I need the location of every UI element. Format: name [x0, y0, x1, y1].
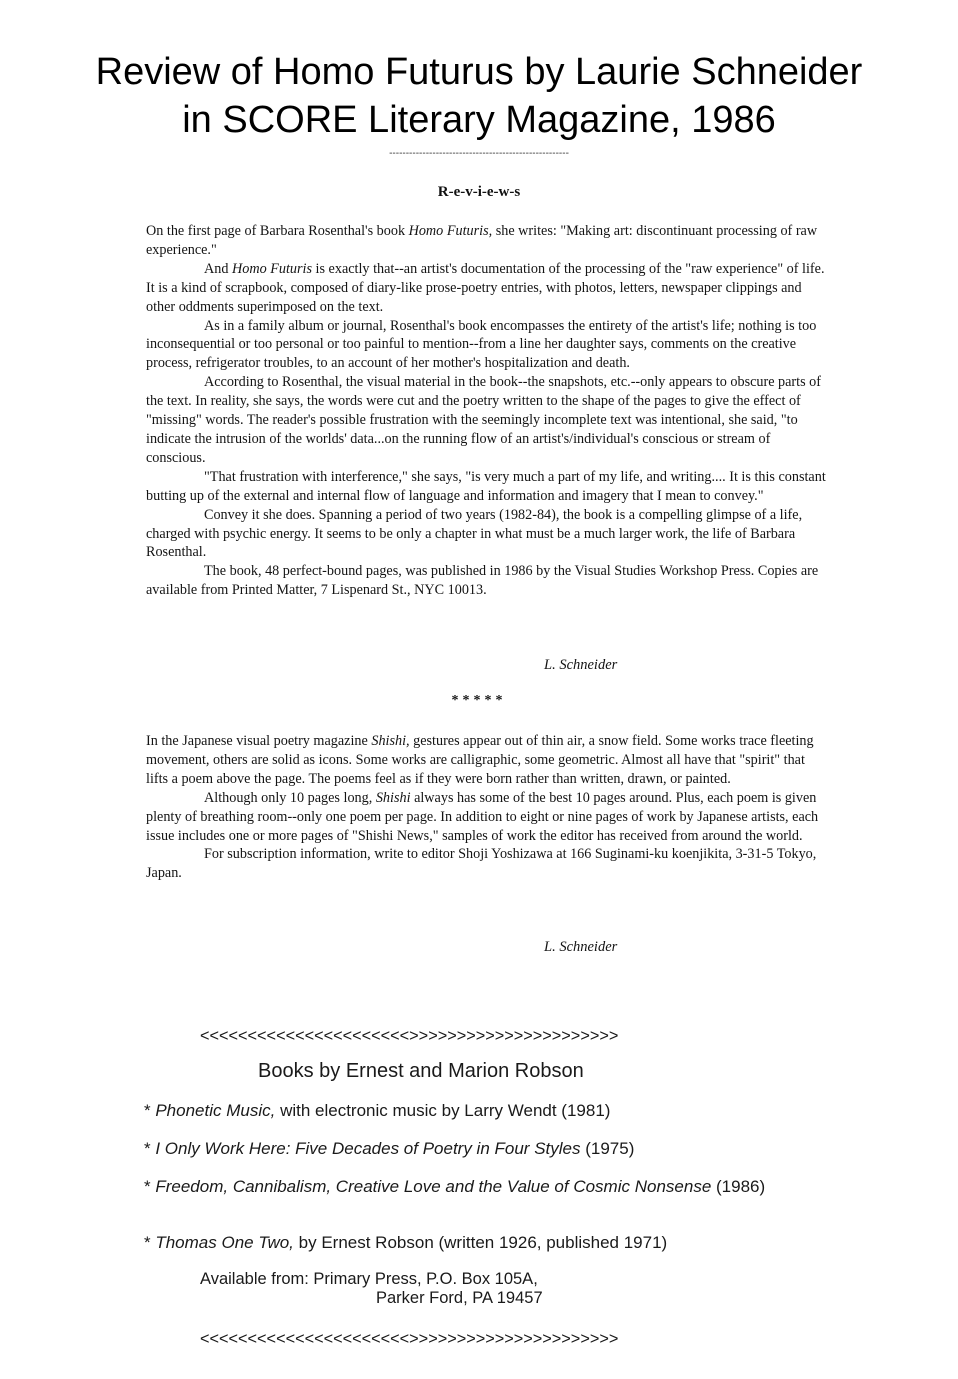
- title-line-1: Review of Homo Futurus by Laurie Schneider: [95, 51, 863, 93]
- book-item: * I Only Work Here: Five Decades of Poetry in Four Styles (1975): [144, 1139, 635, 1158]
- book-item: * Thomas One Two, by Ernest Robson (written 1926, published 1971): [144, 1233, 668, 1252]
- review2-signature: L. Schneider: [544, 939, 618, 955]
- reviews-heading: R-e-v-i-e-w-s: [437, 184, 521, 200]
- book-title: Homo Futuris: [231, 260, 312, 277]
- book-title: Homo Futuris,: [408, 223, 493, 239]
- section-stars-divider: *****: [451, 693, 507, 708]
- review-homo-futuris: [146, 222, 828, 600]
- review1-paragraph-3: As in a family album or journal, Rosenthal's book encompasses the entirety of the artist's life; nothing is too inconsequential or too personal or too painful to mention--from a line her daughter says, comments on the creative process, refrigerator troubles, to an account of her mother's hospitalization and death.: [146, 317, 817, 372]
- book-item-title: Phonetic Music,: [155, 1101, 276, 1120]
- review-shishi: [146, 732, 828, 883]
- book-item-title: Thomas One Two,: [155, 1233, 294, 1252]
- availability-line-2: Parker Ford, PA 19457: [376, 1289, 543, 1307]
- book-item-title: I Only Work Here: Five Decades of Poetry in Four Styles: [155, 1139, 581, 1158]
- availability-line-1: Available from: Primary Press, P.O. Box 105A,: [200, 1270, 538, 1288]
- review1-paragraph-5: "That frustration with interference," she says, "is very much a part of my life, and writing.... It is this constant butting up of the external and internal flow of language and information and imagery that I mean to convey.": [146, 468, 826, 504]
- review2-paragraph-1: In the Japanese visual poetry magazine Shishi, gestures appear out of thin air, a snow field. Some works trace fleeting movement, others are solid as icons. Some works are calligraphic, some geometric. Almost all have that "spirit" that lifts a poem above the page. The poems feel as if they were born rather than written, drawn, or painted.: [146, 733, 814, 787]
- review1-paragraph-6: Convey it she does. Spanning a period of two years (1982-84), the book is a compelling glimpse of a life, charged with psychic energy. It seems to be only a chapter in what must be a much larger work, the life of Barbara Rosenthal.: [146, 506, 803, 561]
- books-heading: Books by Ernest and Marion Robson: [258, 1060, 584, 1082]
- magazine-title: Shishi: [375, 789, 411, 806]
- magazine-title: Shishi,: [371, 733, 410, 749]
- review2-paragraph-3: For subscription information, write to editor Shoji Yoshizawa at 166 Suginami-ku koenjikita, 3-31-5 Tokyo, Japan.: [146, 846, 817, 882]
- review1-paragraph-2: And Homo Futuris is exactly that--an artist's documentation of the processing of the "raw experience" of life. It is a kind of scrapbook, composed of diary-like prose-poetry entries, with photos, letters, newspaper clippings and other oddments superimposed on the text.: [146, 260, 825, 315]
- review1-paragraph-1: On the first page of Barbara Rosenthal's book Homo Futuris, she writes: "Making art: discontinuant processing of raw experience.": [146, 223, 818, 258]
- review2-paragraph-2: Although only 10 pages long, Shishi always has some of the best 10 pages around. Plus, each poem is given plenty of breathing room--only one poem per page. In addition to eight or nine pages of work by Japanese artists, each issue includes one or more pages of "Shishi News," samples of work the editor has received from around the world.: [146, 789, 819, 844]
- availability-address: [200, 1270, 543, 1308]
- book-item: * Phonetic Music, with electronic music by Larry Wendt (1981): [144, 1101, 611, 1120]
- arrow-divider-top: <<<<<<<<<<<<<<<<<<<<<<>>>>>>>>>>>>>>>>>>>>>>: [200, 1027, 619, 1045]
- title-line-2: in SCORE Literary Magazine, 1986: [182, 99, 776, 141]
- review1-signature: L. Schneider: [544, 657, 618, 673]
- book-item-title: Freedom, Cannibalism, Creative Love and the Value of Cosmic Nonsense: [155, 1177, 712, 1196]
- review1-paragraph-4: According to Rosenthal, the visual material in the book--the snapshots, etc.--only appears to obscure parts of the text. In reality, she says, the words were cut and the poetry written to the shape of the pages to give the effect of "missing" words. The reader's possible frustration with the seemingly incomplete text was intentional, she said, "to indicate the intrusion of the worlds' data...on the running flow of an artist's/individual's conscious or stream of conscious.: [146, 374, 821, 466]
- book-item: * Freedom, Cannibalism, Creative Love and the Value of Cosmic Nonsense (1986): [144, 1177, 766, 1196]
- page-title: [0, 48, 958, 144]
- arrow-divider-bottom: <<<<<<<<<<<<<<<<<<<<<<>>>>>>>>>>>>>>>>>>>>>>: [200, 1330, 619, 1348]
- review1-paragraph-7: The book, 48 perfect-bound pages, was published in 1986 by the Visual Studies Workshop Press. Copies are available from Printed Matter, 7 Lispenard St., NYC 10013.: [146, 563, 819, 599]
- title-separator: ------------------------------------------------------: [389, 148, 569, 159]
